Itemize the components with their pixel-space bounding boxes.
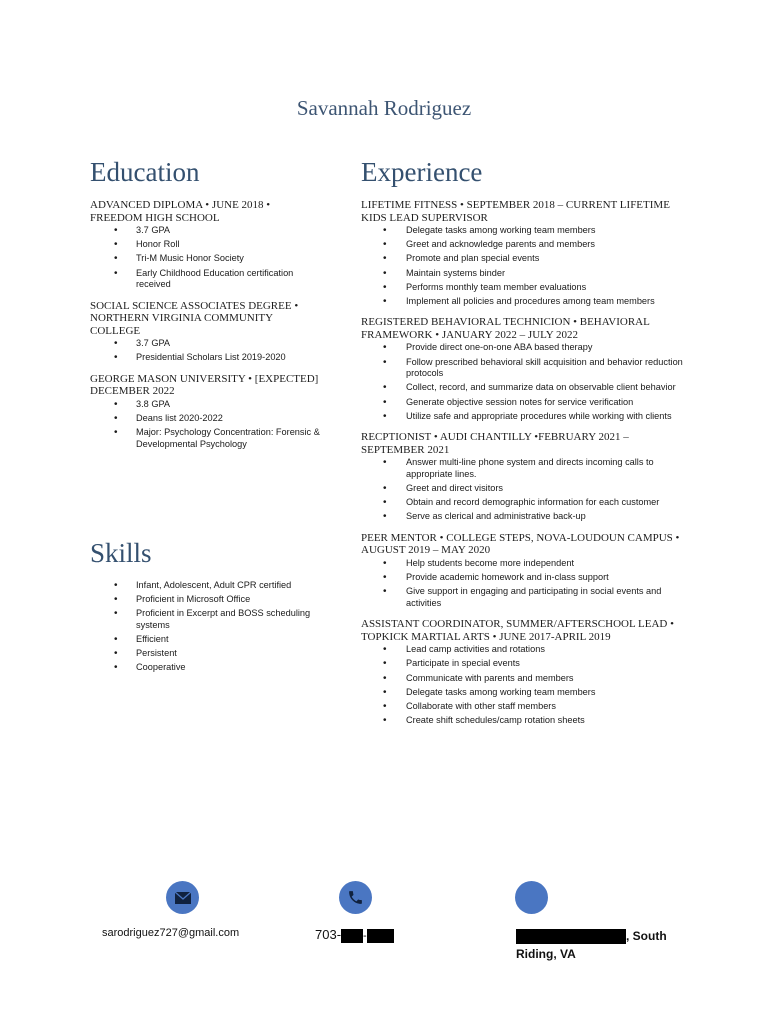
email-icon [166,881,199,914]
experience-entry [361,618,691,726]
education-heading: Education [90,157,200,187]
education-entry [90,373,320,450]
list-item: • Major: Psychology Concentration: Forensic & Developmental Psychology [90,427,320,450]
candidate-name: Savannah Rodriguez [296,96,472,120]
list-item: • Performs monthly team member evaluations [361,282,691,294]
list-item: • Honor Roll [90,239,320,251]
skill-item: • Proficient in Excerpt and BOSS scheduling systems [90,608,330,631]
experience-entry-list [361,457,691,523]
experience-entry-title: REGISTERED BEHAVIORAL TECHNICION • BEHAVIORAL FRAMEWORK • JANUARY 2022 – JULY 2022 [361,316,650,341]
address-line2: Riding, VA [516,947,576,961]
experience-entry-list [361,558,691,609]
list-item: • Create shift schedules/camp rotation sheets [361,715,691,727]
experience-heading: Experience [361,157,483,187]
skills-heading: Skills [90,538,152,568]
experience-entry [361,316,691,422]
list-item: • Follow prescribed behavioral skill acquisition and behavior reduction protocols [361,357,691,380]
experience-entry-list [361,342,691,422]
education-entries [90,199,320,450]
list-item: • Maintain systems binder [361,268,691,280]
list-item: • Serve as clerical and administrative back-up [361,511,691,523]
experience-entry-list [361,225,691,307]
education-entry-list [90,225,320,291]
skills-list [90,580,330,674]
phone-redaction [367,929,394,943]
experience-entry-title: RECPTIONIST • AUDI CHANTILLY •FEBRUARY 2021 – SEPTEMBER 2021 [361,431,629,456]
skill-item: • Efficient [90,634,330,646]
experience-entries [361,199,691,727]
education-entry [90,199,320,291]
list-item: • Answer multi-line phone system and directs incoming calls to appropriate lines. [361,457,691,480]
list-item: • Greet and direct visitors [361,483,691,495]
education-entry [90,300,320,364]
education-entry-title: SOCIAL SCIENCE ASSOCIATES DEGREE • NORTHERN VIRGINIA COMMUNITY COLLEGE [90,299,299,337]
list-item: • Early Childhood Education certification received [90,268,320,291]
experience-entry-title: PEER MENTOR • COLLEGE STEPS, NOVA-LOUDOUN CAMPUS • AUGUST 2019 – MAY 2020 [361,531,680,557]
list-item: • Utilize safe and appropriate procedures while working with clients [361,411,691,423]
address-redaction [516,929,626,944]
phone-prefix: 703- [315,927,342,942]
list-item: • Promote and plan special events [361,253,691,265]
list-item: • Give support in engaging and participating in social events and activities [361,586,691,609]
experience-entry-list [361,644,691,726]
phone-icon [339,881,372,914]
list-item: • Obtain and record demographic information for each customer [361,497,691,509]
education-column [90,155,320,459]
location-icon [515,881,548,914]
experience-column [361,155,691,736]
skill-item: • Proficient in Microsoft Office [90,594,330,606]
skills-column [90,536,330,677]
education-entry-title: ADVANCED DIPLOMA • JUNE 2018 • FREEDOM HIGH SCHOOL [90,199,271,224]
experience-entry-title: ASSISTANT COORDINATOR, SUMMER/AFTERSCHOOL LEAD • TOPKICK MARTIAL ARTS • JUNE 2017-APRIL 2019 [361,618,674,643]
list-item: • Tri-M Music Honor Society [90,253,320,265]
address [516,927,667,963]
experience-entry [361,199,691,307]
email-address: sarodriguez727@gmail.com [102,927,240,939]
skill-item: • Infant, Adolescent, Adult CPR certified [90,580,330,592]
experience-entry [361,431,691,523]
list-item: • Lead camp activities and rotations [361,644,691,656]
address-line1: , South [626,929,667,943]
education-entry-list [90,399,320,450]
list-item: • Communicate with parents and members [361,673,691,685]
education-entry-title: GEORGE MASON UNIVERSITY • [EXPECTED] DECEMBER 2022 [90,372,319,398]
list-item: • Provide direct one-on-one ABA based therapy [361,342,691,354]
experience-entry [361,532,691,609]
experience-entry-title: LIFETIME FITNESS • SEPTEMBER 2018 – CURRENT LIFETIME KIDS LEAD SUPERVISOR [361,199,670,224]
list-item: • Delegate tasks among working team members [361,687,691,699]
phone-redaction [341,929,363,943]
list-item: • Collect, record, and summarize data on observable client behavior [361,382,691,394]
list-item: • Collaborate with other staff members [361,701,691,713]
list-item: • 3.7 GPA [90,225,320,237]
list-item: • Presidential Scholars List 2019-2020 [90,352,320,364]
list-item: • 3.8 GPA [90,399,320,411]
education-entry-list [90,338,320,364]
list-item: • Provide academic homework and in-class support [361,572,691,584]
list-item: • Participate in special events [361,658,691,670]
list-item: • Implement all policies and procedures among team members [361,296,691,308]
list-item: • Generate objective session notes for service verification [361,397,691,409]
skill-item: • Persistent [90,648,330,660]
list-item: • Help students become more independent [361,558,691,570]
list-item: • Greet and acknowledge parents and members [361,239,691,251]
list-item: • Deans list 2020-2022 [90,413,320,425]
list-item: • 3.7 GPA [90,338,320,350]
list-item: • Delegate tasks among working team members [361,225,691,237]
skill-item: • Cooperative [90,662,330,674]
phone-number: 703- - [315,927,394,943]
